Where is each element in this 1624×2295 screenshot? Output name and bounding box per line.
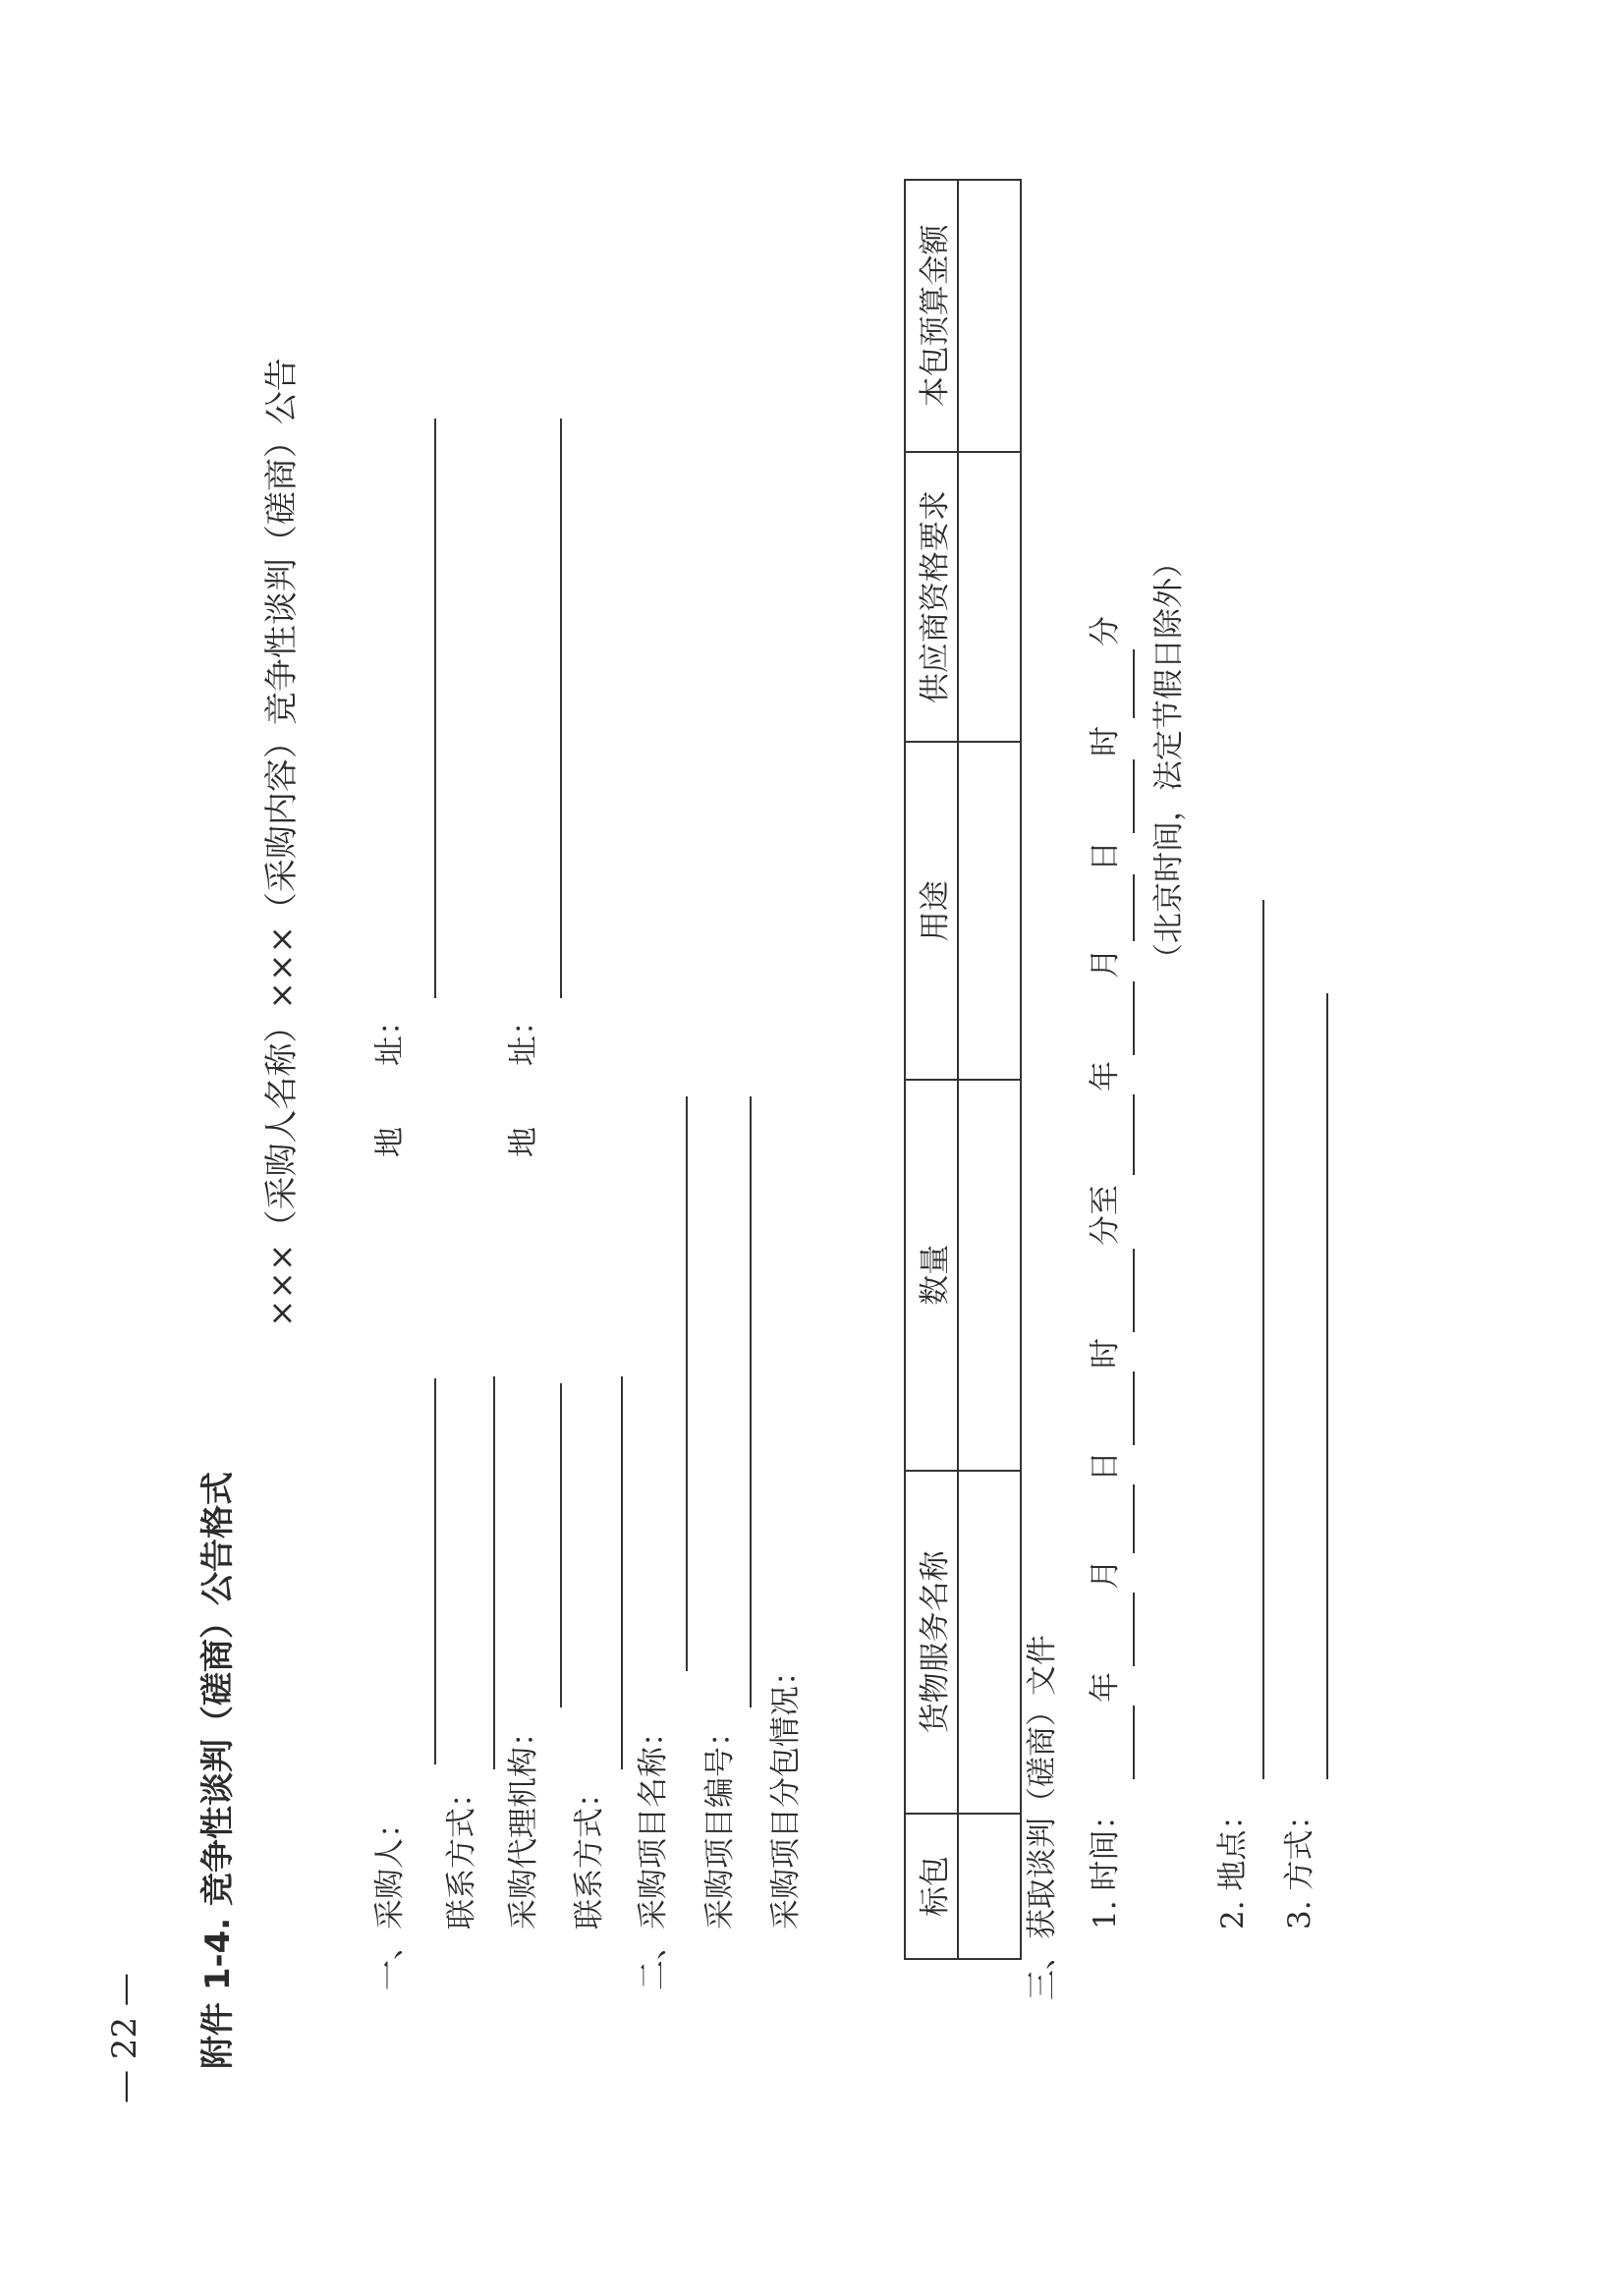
table-cell[interactable] bbox=[958, 452, 1021, 743]
purchaser-contact-label: 联系方式： bbox=[444, 1777, 479, 1930]
table-header-row bbox=[905, 180, 958, 1959]
method-label: 3. 方式： bbox=[1282, 1799, 1317, 1930]
package-label: 采购项目分包情况： bbox=[768, 1655, 804, 1930]
time-end-year-blank[interactable] bbox=[1133, 1094, 1135, 1175]
time-end-month-blank[interactable] bbox=[1133, 981, 1135, 1055]
place-label: 2. 地点： bbox=[1215, 1799, 1251, 1930]
table-header-cell: 用途 bbox=[905, 742, 958, 1080]
attachment-title: 附件 1-4. 竞争性谈判（磋商）公告格式 bbox=[198, 1471, 238, 2069]
time-unit: 日 bbox=[1088, 841, 1123, 871]
project-name-label: 二、采购项目名称： bbox=[636, 1716, 671, 1990]
time-label: 1. 时间： bbox=[1088, 1799, 1123, 1930]
table-cell[interactable] bbox=[958, 180, 1021, 452]
agency-address-label: 地 址： bbox=[506, 1005, 541, 1157]
agency-contact-blank[interactable] bbox=[621, 1376, 623, 1769]
agency-address-blank[interactable] bbox=[560, 419, 562, 998]
package-table bbox=[904, 179, 1022, 1960]
time-end-day-blank[interactable] bbox=[1133, 874, 1135, 941]
table-cell[interactable] bbox=[958, 742, 1021, 1080]
time-unit: 日 bbox=[1088, 1451, 1123, 1482]
purchaser-address-label: 地 址： bbox=[372, 1005, 408, 1157]
time-year-blank[interactable] bbox=[1133, 1706, 1135, 1779]
place-blank[interactable] bbox=[1262, 900, 1264, 1779]
section3-heading: 三、获取谈判（磋商）文件 bbox=[1025, 1635, 1060, 2000]
project-number-label: 采购项目编号： bbox=[702, 1716, 738, 1930]
time-end-hour-blank[interactable] bbox=[1133, 759, 1135, 833]
purchaser-address-blank[interactable] bbox=[434, 419, 436, 998]
table-row bbox=[958, 180, 1021, 1959]
table-cell[interactable] bbox=[958, 1080, 1021, 1471]
time-unit: 年 bbox=[1088, 1672, 1123, 1703]
purchaser-blank[interactable] bbox=[434, 1378, 436, 1764]
table-header-cell: 数量 bbox=[905, 1080, 958, 1471]
purchaser-label: 一、采购人： bbox=[372, 1808, 408, 1990]
table-header-cell: 货物服务名称 bbox=[905, 1471, 958, 1815]
purchaser-contact-blank[interactable] bbox=[493, 1376, 495, 1769]
time-hour-blank[interactable] bbox=[1133, 1371, 1135, 1445]
time-unit: 月 bbox=[1088, 1559, 1123, 1590]
time-end-minute-blank[interactable] bbox=[1133, 649, 1135, 718]
table-header-cell: 标包 bbox=[905, 1814, 958, 1959]
time-note: （北京时间，法定节假日除外） bbox=[1151, 547, 1187, 974]
notice-title: ×××（采购人名称）×××（采购内容）竞争性谈判（磋商）公告 bbox=[262, 358, 302, 1327]
agency-blank[interactable] bbox=[560, 1383, 562, 1707]
table-cell[interactable] bbox=[958, 1471, 1021, 1815]
agency-contact-label: 联系方式： bbox=[572, 1777, 607, 1930]
time-unit: 月 bbox=[1088, 948, 1123, 979]
project-number-blank[interactable] bbox=[750, 1096, 752, 1707]
time-unit: 分 bbox=[1088, 616, 1123, 646]
time-day-blank[interactable] bbox=[1133, 1484, 1135, 1553]
agency-label: 采购代理机构： bbox=[506, 1716, 541, 1930]
page-number: — 22 — bbox=[105, 1973, 144, 2103]
time-month-blank[interactable] bbox=[1133, 1593, 1135, 1666]
time-unit: 时 bbox=[1088, 726, 1123, 756]
table-header-cell: 本包预算金额 bbox=[905, 180, 958, 452]
time-minute-blank[interactable] bbox=[1133, 1249, 1135, 1332]
time-unit: 时 bbox=[1088, 1338, 1123, 1369]
project-name-blank[interactable] bbox=[686, 1096, 688, 1671]
table-header-cell: 供应商资格要求 bbox=[905, 452, 958, 743]
method-blank[interactable] bbox=[1326, 993, 1328, 1779]
table-cell[interactable] bbox=[958, 1814, 1021, 1959]
time-unit: 分至 bbox=[1088, 1185, 1123, 1246]
time-unit: 年 bbox=[1088, 1061, 1123, 1092]
